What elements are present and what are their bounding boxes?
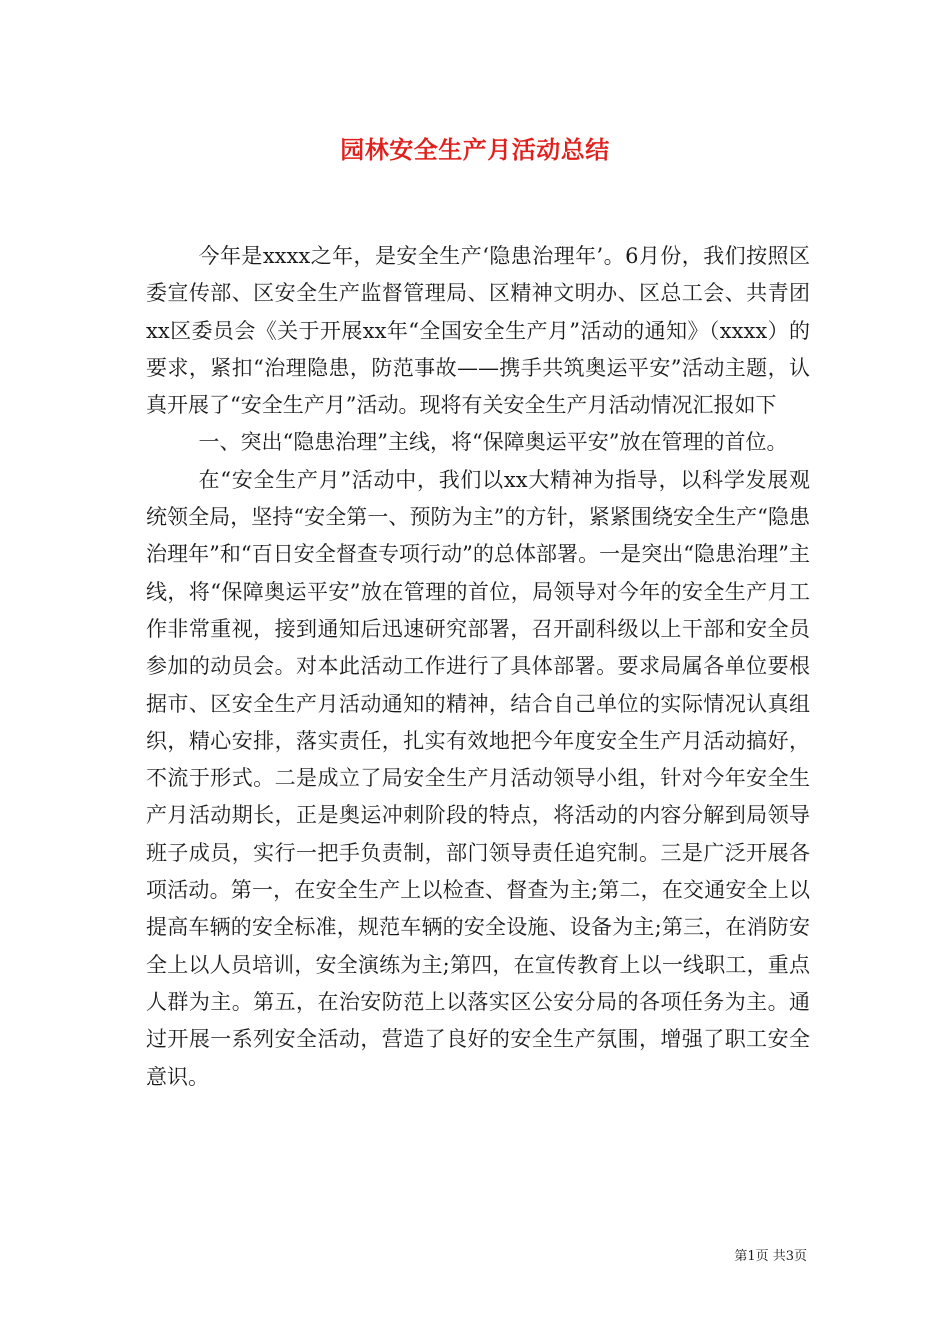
document-title: 园林安全生产月活动总结 (340, 135, 610, 164)
document-body (146, 238, 810, 1096)
paragraph-intro: 今年是xxxx之年，是安全生产‘隐患治理年’。6月份，我们按照区委宣传部、区安全生产监督管理局、区精神文明办、区总工会、共青团xx区委员会《关于开展xx年“全国安全生产月”活动的通知》（xxxx）的要求，紧扣“治理隐患，防范事故——携手共筑奥运平安”活动主题，认真开展了“安全生产月”活动。现将有关安全生产月活动情况汇报如下 (146, 244, 810, 418)
paragraph-heading-1: 一、突出“隐患治理”主线，将“保障奥运平安”放在管理的首位。 (198, 430, 788, 455)
paragraph-details: 在“安全生产月”活动中，我们以xx大精神为指导，以科学发展观统领全局，坚持“安全第一、预防为主”的方针，紧紧围绕安全生产“隐患治理年”和“百日安全督查专项行动”的总体部署。一是突出“隐患治理”主线，将“保障奥运平安”放在管理的首位，局领导对今年的安全生产月工作非常重视，接到通知后迅速研究部署，召开副科级以上干部和安全员参加的动员会。对本此活动工作进行了具体部署。要求局属各单位要根据市、区安全生产月活动通知的精神，结合自己单位的实际情况认真组织，精心安排，落实责任，扎实有效地把今年度安全生产月活动搞好，不流于形式。二是成立了局安全生产月活动领导小组，针对今年安全生产月活动期长，正是奥运冲刺阶段的特点，将活动的内容分解到局领导班子成员，实行一把手负责制，部门领导责任追究制。三是广泛开展各项活动。第一，在安全生产上以检查、督查为主;第二，在交通安全上以提高车辆的安全标准，规范车辆的安全设施、设备为主;第三，在消防安全上以人员培训，安全演练为主;第四，在宣传教育上以一线职工，重点人群为主。第五，在治安防范上以落实区公安分局的各项任务为主。通过开展一系列安全活动，营造了良好的安全生产氛围，增强了职工安全意识。 (146, 467, 810, 1089)
page-number: 第1页 共3页 (734, 1249, 807, 1264)
